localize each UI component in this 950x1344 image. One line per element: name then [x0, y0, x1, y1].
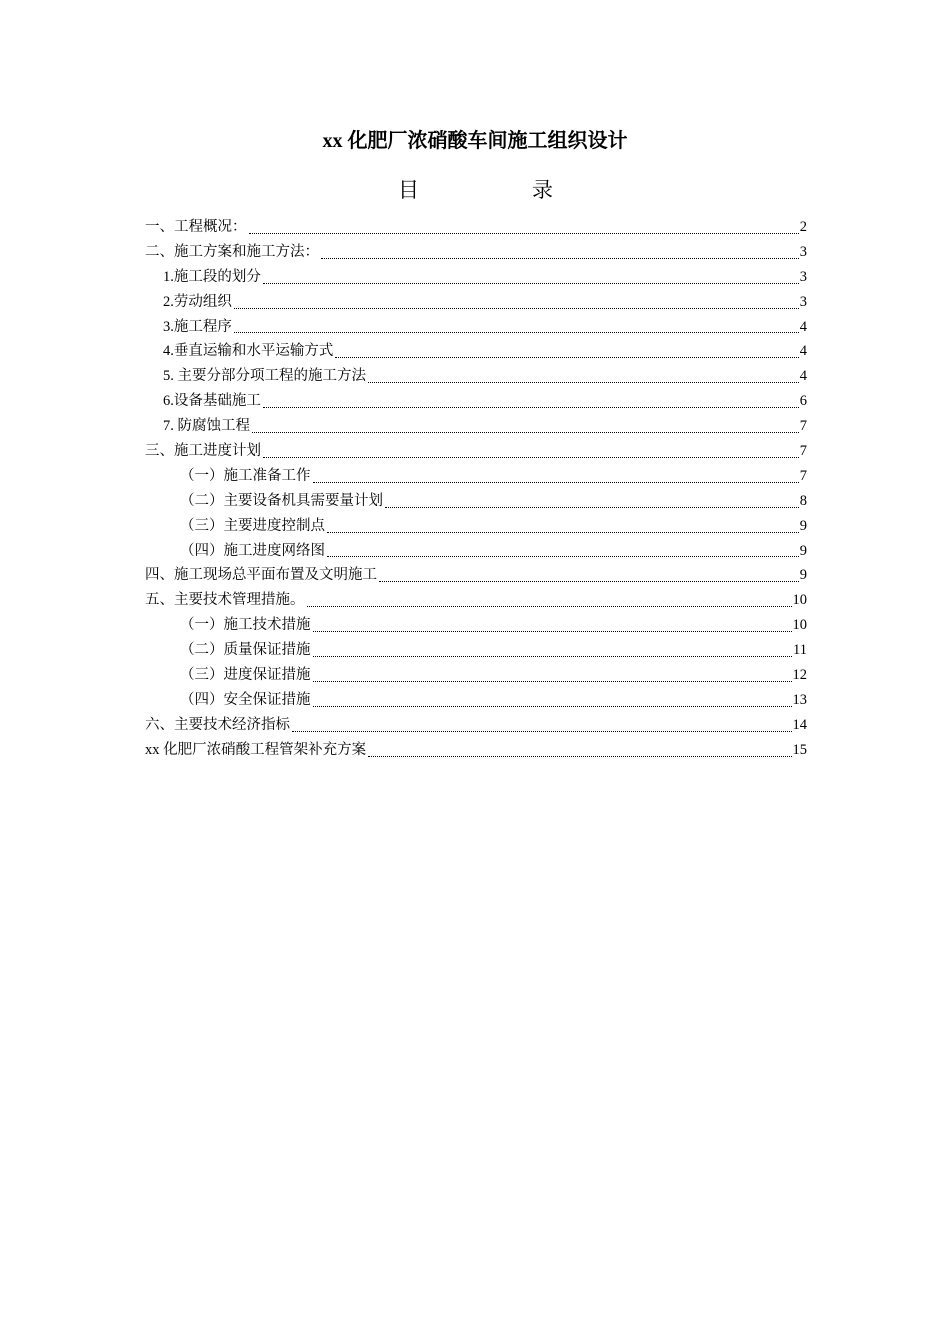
- toc-dot-leader: [335, 357, 798, 358]
- toc-entry-page-number: 4: [799, 368, 807, 385]
- toc-entry[interactable]: [145, 539, 807, 564]
- toc-entry-label: 7. 防腐蚀工程: [163, 418, 250, 435]
- toc-dot-leader: [234, 308, 799, 309]
- toc-entry-label: （二）质量保证措施: [180, 642, 311, 659]
- toc-entry-label: 五、主要技术管理措施。: [145, 592, 305, 609]
- table-of-contents: [145, 215, 807, 763]
- toc-dot-leader: [252, 432, 799, 433]
- toc-entry-label: （四）安全保证措施: [180, 691, 311, 708]
- toc-entry-page-number: 3: [799, 268, 807, 285]
- toc-dot-leader: [327, 556, 799, 557]
- toc-dot-leader: [313, 631, 792, 632]
- toc-entry-label: （一）施工准备工作: [180, 467, 311, 484]
- toc-entry-page-number: 12: [792, 667, 807, 684]
- toc-entry-page-number: 2: [799, 219, 807, 235]
- toc-entry-page-number: 7: [799, 467, 807, 484]
- toc-entry-label: （一）施工技术措施: [180, 617, 311, 634]
- toc-entry-label: 三、施工进度计划: [145, 443, 261, 460]
- toc-entry-label: （二）主要设备机具需要量计划: [180, 492, 383, 509]
- toc-entry[interactable]: [145, 339, 807, 364]
- toc-entry-page-number: 13: [792, 691, 807, 708]
- toc-entry[interactable]: [145, 364, 807, 389]
- toc-dot-leader: [313, 681, 792, 682]
- toc-entry[interactable]: [145, 663, 807, 688]
- toc-entry[interactable]: [145, 563, 807, 588]
- toc-entry[interactable]: [145, 638, 807, 663]
- toc-entry[interactable]: [145, 738, 807, 763]
- toc-dot-leader: [292, 731, 792, 732]
- toc-entry-label: 1.施工段的划分: [163, 268, 261, 285]
- toc-heading-char-2: 录: [532, 178, 553, 202]
- toc-entry-label: （三）进度保证措施: [180, 667, 311, 684]
- toc-entry-page-number: 8: [799, 492, 807, 509]
- toc-entry-label: 一、工程概况：: [145, 219, 247, 235]
- toc-entry[interactable]: [145, 265, 807, 290]
- toc-entry[interactable]: [145, 713, 807, 738]
- toc-dot-leader: [313, 482, 799, 483]
- toc-entry-page-number: 4: [799, 318, 807, 335]
- toc-entry-page-number: 3: [799, 243, 807, 260]
- toc-dot-leader: [321, 258, 799, 259]
- toc-entry[interactable]: [145, 215, 807, 240]
- toc-entry[interactable]: [145, 489, 807, 514]
- toc-entry-label: （三）主要进度控制点: [180, 517, 325, 534]
- toc-dot-leader: [368, 382, 799, 383]
- toc-entry-label: 四、施工现场总平面布置及文明施工: [145, 567, 377, 584]
- toc-entry[interactable]: [145, 688, 807, 713]
- toc-entry[interactable]: [145, 588, 807, 613]
- toc-entry-label: 2.劳动组织: [163, 293, 232, 310]
- toc-entry-page-number: 9: [799, 567, 807, 584]
- toc-entry[interactable]: [145, 389, 807, 414]
- toc-entry-label: 二、施工方案和施工方法：: [145, 243, 319, 260]
- toc-entry[interactable]: [145, 464, 807, 489]
- toc-entry-label: xx 化肥厂浓硝酸工程管架补充方案: [145, 741, 367, 758]
- toc-entry[interactable]: [145, 414, 807, 439]
- toc-dot-leader: [234, 332, 799, 333]
- toc-entry[interactable]: [145, 514, 807, 539]
- toc-entry[interactable]: [145, 240, 807, 265]
- toc-heading-char-1: 目: [398, 178, 419, 202]
- toc-entry[interactable]: [145, 290, 807, 315]
- toc-entry-page-number: 10: [792, 592, 807, 609]
- toc-dot-leader: [368, 756, 791, 757]
- toc-entry-page-number: 6: [799, 393, 807, 410]
- toc-dot-leader: [313, 656, 793, 657]
- toc-entry-label: 3.施工程序: [163, 318, 232, 335]
- toc-dot-leader: [313, 706, 792, 707]
- toc-entry-label: （四）施工进度网络图: [180, 542, 325, 559]
- toc-dot-leader: [263, 407, 799, 408]
- toc-entry-label: 6.设备基础施工: [163, 393, 261, 410]
- toc-heading: [0, 175, 950, 205]
- toc-dot-leader: [263, 457, 799, 458]
- document-title: xx 化肥厂浓硝酸车间施工组织设计: [322, 130, 628, 152]
- toc-entry-page-number: 7: [799, 443, 807, 460]
- toc-entry-page-number: 10: [792, 617, 807, 634]
- toc-dot-leader: [249, 233, 799, 234]
- toc-entry-page-number: 14: [792, 716, 807, 733]
- toc-entry-page-number: 7: [799, 418, 807, 435]
- toc-entry-label: 六、主要技术经济指标: [145, 716, 290, 733]
- toc-dot-leader: [385, 507, 799, 508]
- toc-dot-leader: [379, 581, 799, 582]
- toc-entry[interactable]: [145, 315, 807, 340]
- toc-entry-page-number: 9: [799, 542, 807, 559]
- toc-entry-label: 5. 主要分部分项工程的施工方法: [163, 368, 366, 385]
- toc-entry[interactable]: [145, 439, 807, 464]
- toc-dot-leader: [327, 532, 799, 533]
- toc-entry[interactable]: [145, 613, 807, 638]
- toc-entry-page-number: 11: [793, 642, 807, 659]
- toc-entry-label: 4.垂直运输和水平运输方式: [163, 343, 334, 360]
- toc-dot-leader: [307, 606, 792, 607]
- toc-entry-page-number: 15: [792, 741, 807, 758]
- toc-entry-page-number: 3: [799, 293, 807, 310]
- toc-entry-page-number: 4: [799, 343, 807, 360]
- toc-entry-page-number: 9: [799, 517, 807, 534]
- toc-dot-leader: [263, 283, 799, 284]
